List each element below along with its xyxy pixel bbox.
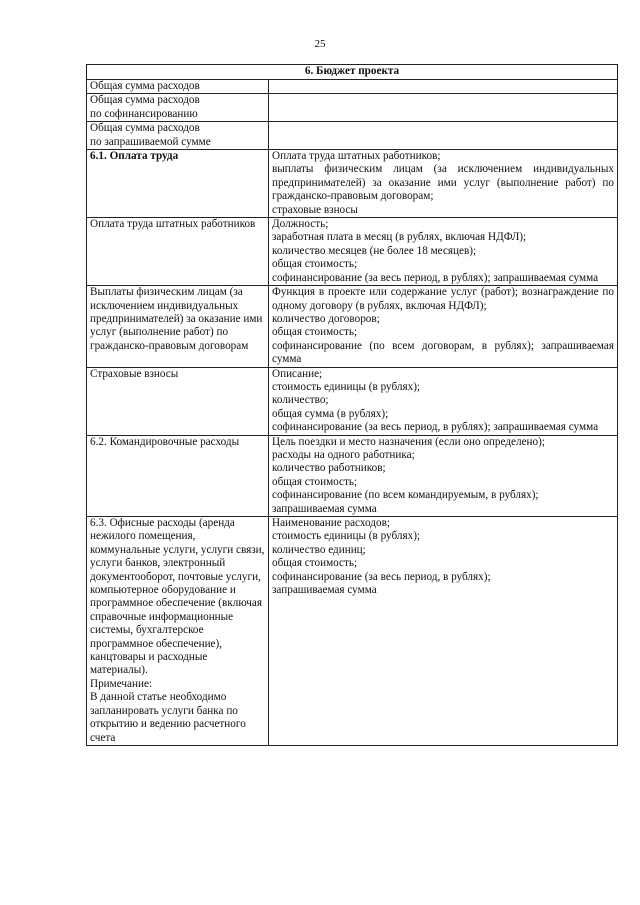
budget-row	[87, 150, 618, 218]
detail-item: общая стоимость;	[272, 557, 358, 570]
budget-row-details	[269, 286, 618, 367]
detail-item: общая сумма (в рублях);	[272, 407, 389, 420]
detail-item: запрашиваемая сумма	[272, 584, 377, 597]
summary-value	[269, 122, 618, 150]
budget-row-details	[269, 435, 618, 516]
budget-row-label: 6.3. Офисные расходы (аренда нежилого помещения, коммунальные услуги, услуги связи, услуги банков, электронный документооборот, почтовые услуги, компьютерное оборудование и программное обеспечение (включая справочные информационные системы, бухгалтерское программное обеспечение), канцтовары и расходные материалы). Примечание: В данной статье необходимо запланировать услуги банка по открытию и ведению расчетного счета	[87, 517, 269, 746]
detail-item: софинансирование (по всем договорам, в рублях); запрашиваемая сумма	[272, 339, 614, 366]
detail-item: общая стоимость;	[272, 258, 358, 271]
summary-row	[87, 80, 618, 94]
summary-label: Общая сумма расходов по запрашиваемой сумме	[87, 122, 269, 150]
summary-label: Общая сумма расходов по софинансированию	[87, 94, 269, 122]
budget-row-details	[269, 367, 618, 435]
detail-item: софинансирование (за весь период, в рублях);	[272, 570, 491, 583]
detail-item: количество работников;	[272, 462, 386, 475]
detail-item: Наименование расходов;	[272, 517, 390, 529]
detail-item: количество договоров;	[272, 312, 380, 325]
detail-item: Описание;	[272, 367, 323, 380]
detail-item: количество месяцев (не более 18 месяцев);	[272, 244, 477, 257]
detail-item: софинансирование (за весь период, в рублях); запрашиваемая сумма	[272, 271, 599, 284]
detail-item: стоимость единицы (в рублях);	[272, 380, 421, 393]
detail-item: заработная плата в месяц (в рублях, включая НДФЛ);	[272, 231, 527, 244]
detail-item: количество;	[272, 394, 329, 407]
budget-row	[87, 517, 618, 746]
detail-item: стоимость единицы (в рублях);	[272, 530, 421, 543]
detail-item: Функция в проекте или содержание услуг (работ); вознаграждение по одному договору (в рублях, включая НДФЛ);	[272, 286, 614, 312]
budget-row	[87, 286, 618, 367]
budget-row	[87, 435, 618, 516]
summary-label: Общая сумма расходов	[87, 80, 269, 94]
budget-row-label: Выплаты физическим лицам (за исключением индивидуальных предпринимателей) за оказание ими услуг (выполнение работ) по гражданско-правовым договорам	[87, 286, 269, 367]
detail-item: количество единиц;	[272, 543, 366, 556]
budget-row-details	[269, 150, 618, 218]
detail-item: софинансирование (по всем командируемым, в рублях);	[272, 489, 539, 502]
detail-item: общая стоимость;	[272, 475, 358, 488]
table-title: 6. Бюджет проекта	[87, 65, 618, 80]
detail-rows	[87, 150, 618, 746]
detail-item: страховые взносы	[272, 203, 358, 216]
summary-value	[269, 94, 618, 122]
table-title-row	[87, 65, 618, 80]
detail-item: Оплата труда штатных работников;	[272, 150, 441, 163]
detail-item: софинансирование (за весь период, в рублях); запрашиваемая сумма	[272, 421, 599, 434]
detail-item: запрашиваемая сумма	[272, 502, 377, 515]
detail-item: Должность;	[272, 218, 329, 231]
budget-row-label: Страховые взносы	[87, 367, 269, 435]
detail-item: общая стоимость;	[272, 326, 358, 339]
page-number: 25	[314, 38, 326, 50]
budget-row-label: 6.1. Оплата труда	[87, 150, 269, 218]
budget-row-label: 6.2. Командировочные расходы	[87, 435, 269, 516]
detail-item: Цель поездки и место назначения (если оно определено);	[272, 435, 545, 448]
summary-value	[269, 80, 618, 94]
budget-row	[87, 367, 618, 435]
detail-item: выплаты физическим лицам (за исключением индивидуальных предпринимателей) за оказание ими услуг (выполнение работ) по гражданско-правовым договорам;	[272, 163, 614, 203]
budget-row-label: Оплата труда штатных работников	[87, 218, 269, 286]
budget-row-details	[269, 517, 618, 746]
budget-row-details	[269, 218, 618, 286]
budget-table	[86, 64, 618, 746]
detail-item: расходы на одного работника;	[272, 448, 415, 461]
budget-row	[87, 218, 618, 286]
summary-row	[87, 122, 618, 150]
summary-row	[87, 94, 618, 122]
